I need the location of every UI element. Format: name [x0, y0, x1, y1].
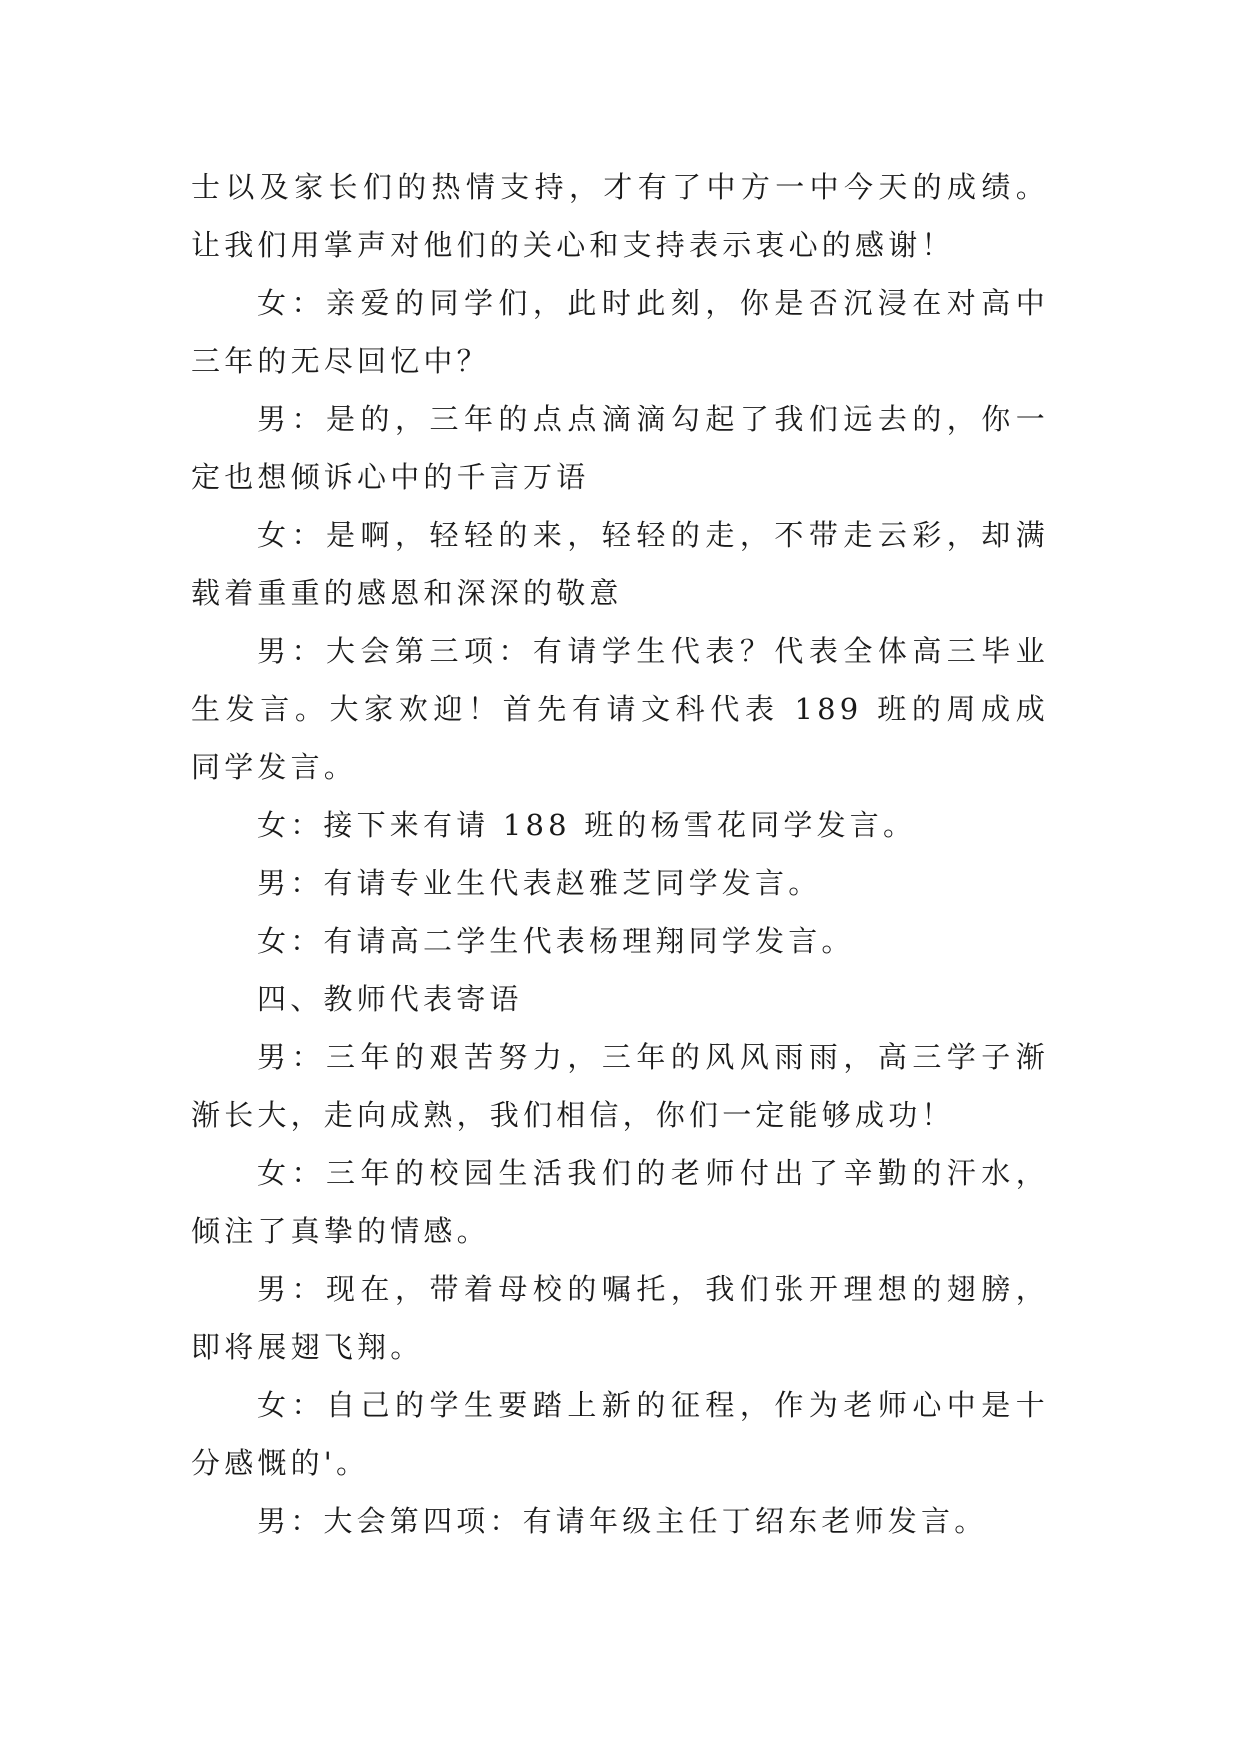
- section-heading-teacher-message: 四、教师代表寄语: [257, 982, 523, 1016]
- paragraph-7: 男：有请专业生代表赵雅芝同学发言。: [257, 866, 822, 900]
- document-body: [191, 158, 1049, 1550]
- paragraph-10: 男：三年的艰苦努力，三年的风风雨雨，高三学子渐渐长大，走向成熟，我们相信，你们一定能够成功！: [191, 1040, 1049, 1132]
- paragraph-2: 女：亲爱的同学们，此时此刻，你是否沉浸在对高中三年的无尽回忆中？: [191, 286, 1049, 378]
- paragraph-3: 男：是的，三年的点点滴滴勾起了我们远去的，你一定也想倾诉心中的千言万语: [191, 402, 1049, 494]
- paragraph-12: 男：现在，带着母校的嘱托，我们张开理想的翅膀，即将展翅飞翔。: [191, 1272, 1049, 1364]
- paragraph-13: 女：自己的学生要踏上新的征程，作为老师心中是十分感慨的'。: [191, 1388, 1049, 1480]
- paragraph-8: 女：有请高二学生代表杨理翔同学发言。: [257, 924, 855, 958]
- paragraph-6: 女：接下来有请 188 班的杨雪花同学发言。: [257, 808, 917, 842]
- paragraph-11: 女：三年的校园生活我们的老师付出了辛勤的汗水，倾注了真挚的情感。: [191, 1156, 1049, 1248]
- paragraph-4: 女：是啊，轻轻的来，轻轻的走，不带走云彩，却满载着重重的感恩和深深的敬意: [191, 518, 1049, 610]
- paragraph-5: 男：大会第三项：有请学生代表？代表全体高三毕业生发言。大家欢迎！首先有请文科代表 189 班的周成成同学发言。: [191, 634, 1049, 784]
- paragraph-14: 男：大会第四项：有请年级主任丁绍东老师发言。: [257, 1504, 988, 1538]
- paragraph-1: 士以及家长们的热情支持，才有了中方一中今天的成绩。让我们用掌声对他们的关心和支持表示衷心的感谢！: [191, 170, 1049, 262]
